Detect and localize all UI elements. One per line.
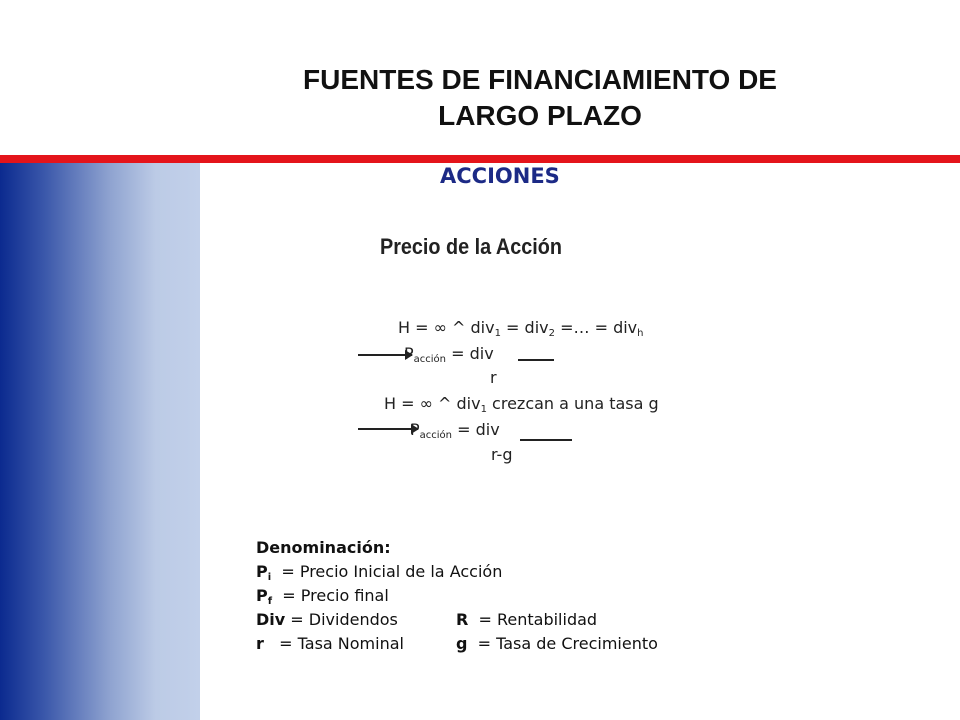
- page-title-line-1: FUENTES DE FINANCIAMIENTO DE: [303, 64, 777, 95]
- legend-row: $P_i$ = Precio Inicial de la Acción: [256, 562, 503, 583]
- subtitle: Precio de la Acción: [380, 234, 562, 259]
- section-heading: ACCIONES: [440, 164, 560, 188]
- formula-line-4: H = ∞ ^ div$_1$ crezcan a una tasa g: [384, 394, 659, 415]
- page-title-line-2: LARGO PLAZO: [438, 100, 642, 131]
- page-title: [230, 62, 850, 134]
- fraction-bar: [520, 439, 572, 441]
- formula-line-3: r: [490, 368, 497, 387]
- formula-line-2: $P_{acción}$ = div: [404, 344, 494, 365]
- legend-heading: Denominación:: [256, 538, 391, 557]
- formula-line-5: $P_{acción}$ = div: [410, 420, 500, 441]
- fraction-bar: [518, 359, 554, 361]
- arrow-icon: [358, 428, 418, 430]
- formula-line-1: H = ∞ ^ div$_1$ = div$_2$ =… = div$_h$: [398, 318, 644, 339]
- legend-row: r = Tasa Nominal g = Tasa de Crecimiento: [256, 634, 658, 653]
- legend-row: $P_f$ = Precio final: [256, 586, 389, 607]
- formula-line-6: r-g: [491, 445, 513, 464]
- accent-divider: [0, 155, 960, 163]
- legend-row: Div = Dividendos R = Rentabilidad: [256, 610, 598, 629]
- gradient-sidebar: [0, 163, 200, 720]
- legend: [256, 536, 658, 656]
